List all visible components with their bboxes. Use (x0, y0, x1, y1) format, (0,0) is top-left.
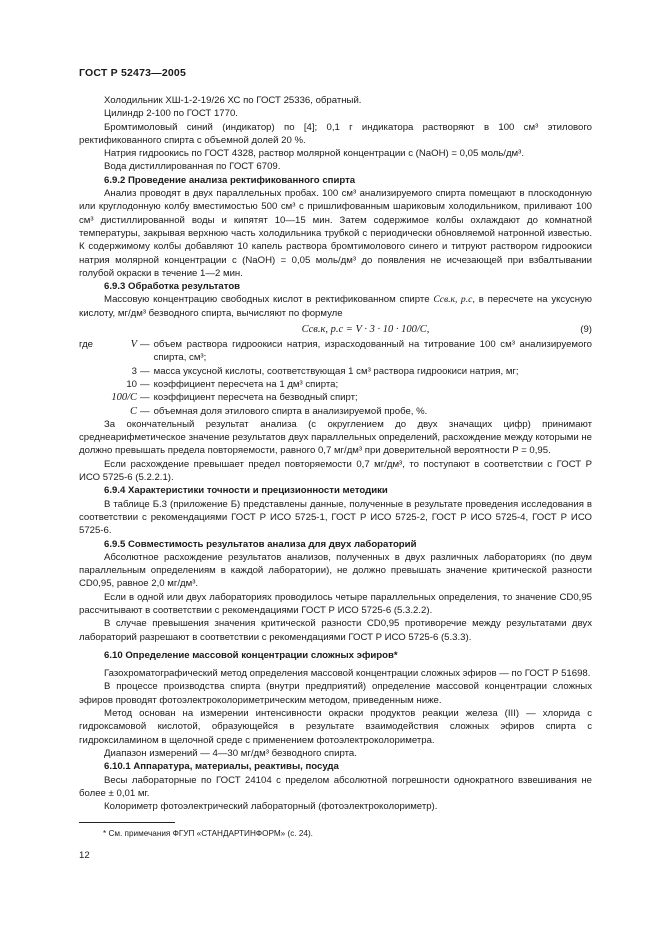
text-run: Массовую концентрацию свободных кислот в ректификованном спирте (104, 294, 430, 306)
definition-symbol: C (129, 405, 137, 417)
formula-expression: Cсв.к, р.с = V · 3 · 10 · 100/C, (301, 324, 430, 336)
section-heading-6-9-5: 6.9.5 Совместимость результатов анализа для двух лабораторий (104, 538, 417, 550)
formula-number: (9) (580, 324, 592, 336)
definition-text: коэффициент пересчета на безводный спирт; (153, 392, 358, 404)
definition-symbol: 100/C (111, 392, 137, 404)
paragraph: Натрия гидроокись по ГОСТ 4328, раствор молярной концентрации с (NaOH) = 0,05 моль/дм³. (104, 148, 525, 160)
section-heading-6-10-1: 6.10.1 Аппаратура, материалы, реактивы, посуда (104, 761, 339, 773)
page-number: 12 (79, 850, 90, 861)
definition-text: коэффициент пересчета на 1 дм³ спирта; (153, 378, 339, 390)
paragraph: Диапазон измерений — 4—30 мг/дм³ безводного спирта. (104, 747, 357, 759)
definition-row: 3 — масса уксусной кислоты, соответствующая 1 см³ раствора гидроокиси натрия, мг; (79, 365, 592, 378)
paragraph: В процессе производства спирта (внутри предприятий) определение массовой концентрации сложных эфиров проводят фотоэлектроколориметрическим методом, приведенным ниже. (79, 681, 592, 706)
paragraph (79, 293, 592, 320)
paragraph: Если в одной или двух лабораториях проводилось четыре параллельных определения, то значение CD0,95 рассчитывают в соответствии с рекомендациями ГОСТ Р ИСО 5725-6 (5.3.2.2). (79, 591, 592, 616)
paragraph: Метод основан на измерении интенсивности окраски продуктов реакции железа (III) — хлорида с гидроксамовой кислотой, образующейся в результате взаимодействия сложных эфиров спирта с гидроксиламином в щелочной среде с применением фотоэлектроколориметра. (79, 708, 592, 746)
section-heading-6-9-2: 6.9.2 Проведение анализа ректификованного спирта (104, 174, 356, 186)
definition-row: 100/C — коэффициент пересчета на безводный спирт; (79, 391, 592, 404)
section-heading-6-9-3: 6.9.3 Обработка результатов (104, 281, 241, 293)
definition-text: объем раствора гидроокиси натрия, израсходованный на титрование 100 см³ анализируемого спирта, см³; (153, 339, 592, 364)
definition-row: 10 — коэффициент пересчета на 1 дм³ спирта; (79, 378, 592, 391)
paragraph: Вода дистиллированная по ГОСТ 6709. (104, 161, 281, 173)
paragraph: Анализ проводят в двух параллельных пробах. 100 см³ анализируемого спирта помещают в плоскодонную или круглодонную колбу вместимостью 500 см³ с пришлифованным шариковым холодильником, приливают 100 см³ дистиллированной воды и кипятят 10—15 мин. Затем содержимое колбы охлаждают до комнатной температуры, закрывая верхнюю часть холодильника трубкой с периодически обновляемой натронной известью. К содержимому колбы добавляют 10 капель раствора бромтимолового синего и титруют раствором гидроокиси натрия молярной концентрации с (NaOH) = 0,05 моль/дм³ до появления не исчезающей при взбалтывании голубой окраски в течение 1—2 мин. (79, 188, 592, 279)
paragraph: В таблице Б.3 (приложение Б) представлены данные, полученные в результате проведения исследования в соответствии с рекомендациями ГОСТ Р ИСО 5725-1, ГОСТ Р ИСО 5725-2, ГОСТ Р ИСО 5725-4, ГОСТ Р ИСО 5725-6. (79, 498, 592, 537)
paragraph: Бромтимоловый синий (индикатор) по [4]; 0,1 г индикатора растворяют в 100 см³ этилового ректификованного спирта с объемной долей 20 %. (79, 121, 592, 146)
paragraph: Холодильник ХШ-1-2-19/26 ХС по ГОСТ 25336, обратный. (104, 95, 362, 106)
definition-symbol: 10 (126, 378, 137, 390)
formula-9 (79, 322, 592, 337)
paragraph: Цилиндр 2-100 по ГОСТ 1770. (104, 108, 238, 120)
definition-text: объемная доля этилового спирта в анализируемой пробе, %. (153, 405, 428, 417)
document-code-header: ГОСТ Р 52473—2005 (79, 67, 187, 79)
definition-row: где V — объем раствора гидроокиси натрия, израсходованный на титрование 100 см³ анализируемого спирта, см³; (79, 339, 592, 364)
section-heading-6-10: 6.10 Определение массовой концентрации сложных эфиров* (104, 649, 398, 661)
document-body (79, 94, 592, 813)
paragraph: Весы лабораторные по ГОСТ 24104 с пределом абсолютной погрешности однократного взвешивания не более ± 0,01 мг. (79, 774, 592, 799)
footnote-divider (79, 822, 175, 823)
paragraph: Газохроматографический метод определения массовой концентрации сложных эфиров — по ГОСТ Р 51698. (104, 668, 591, 680)
definition-row: C — объемная доля этилового спирта в анализируемой пробе, %. (79, 405, 592, 418)
footnote: * См. примечания ФГУП «СТАНДАРТИНФОРМ» (с. 24). (103, 829, 313, 838)
paragraph: Абсолютное расхождение результатов анализов, полученных в двух различных лабораториях (по двум параллельным определениям в каждой лаборатории), не должно превышать значение критической разности CD0,95, равное 2,0 мг/дм³. (79, 551, 592, 590)
paragraph: Если расхождение превышает предел повторяемости 0,7 мг/дм³, то поступают в соответствии с ГОСТ Р ИСО 5725-6 (5.2.2.1). (79, 458, 592, 484)
section-heading-6-9-4: 6.9.4 Характеристики точности и прецизионности методики (104, 485, 388, 497)
formula-symbol: Cсв.к, р.с (433, 294, 473, 306)
paragraph: В случае превышения значения критической разности CD0,95 противоречие между результатами двух лабораторий разрешают в соответствии с рекомендациями ГОСТ Р ИСО 5725-6 (5.3.3). (79, 618, 592, 643)
definition-text: масса уксусной кислоты, соответствующая 1 см³ раствора гидроокиси натрия, мг; (153, 365, 519, 377)
definition-symbol: 3 (131, 365, 137, 377)
definition-symbol: V (130, 339, 137, 351)
text-run: , в пересчете на уксусную кислоту, мг/дм³ безводного спирта, вычисляют по формуле (79, 294, 593, 319)
where-label: где (79, 339, 94, 351)
paragraph: За окончательный результат анализа (с округлением до двух значащих цифр) принимают среднеарифметическое значение результатов двух параллельных определений, расхождение между которыми не должно превышать предела повторяемости, равного 0,7 мг/дм³ при доверительной вероятности P = 0,95. (79, 418, 592, 457)
paragraph: Колориметр фотоэлектрический лабораторный (фотоэлектроколориметр). (104, 801, 438, 813)
